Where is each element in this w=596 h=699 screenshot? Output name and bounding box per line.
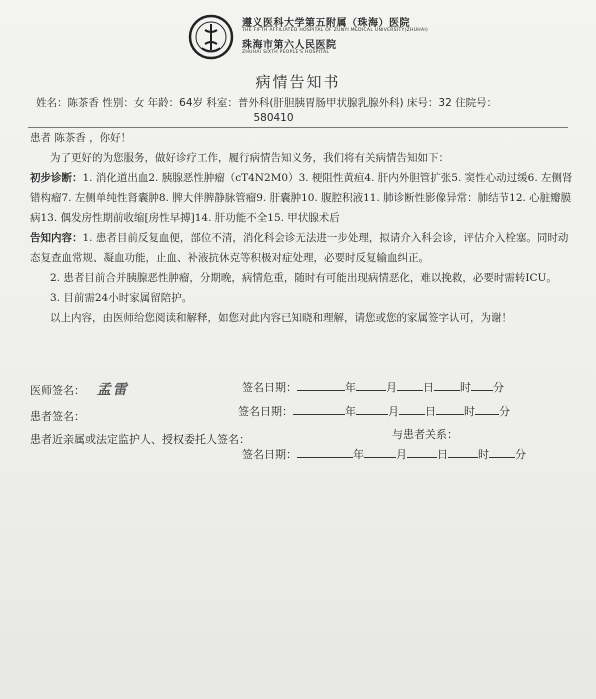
date-row-relative: 签名日期： 年 月 日 时 分: [242, 448, 526, 461]
date-row-doctor: 签名日期： 年 月 日 时 分: [242, 381, 504, 394]
date-row-patient: 签名日期： 年 月 日 时 分: [238, 405, 510, 418]
doctor-signature: 孟雷: [96, 382, 132, 398]
date-label: 签名日期：: [238, 405, 293, 418]
hospital-name2-cn: 珠海市第六人民医院: [242, 40, 337, 51]
date-label: 签名日期：: [242, 381, 297, 394]
patient-signature-label: 患者签名：: [30, 410, 85, 423]
greeting: 患者 陈茶香 ，你好！: [30, 132, 132, 144]
closing-paragraph: 以上内容，由医师给您阅读和解释，如您对此内容已知晓和理解，请您或您的家属签字认可，为谢！: [50, 312, 512, 324]
doctor-signature-label: 医师签名：: [30, 384, 85, 397]
letter-body: [30, 128, 575, 328]
relation-label: 与患者关系：: [392, 428, 458, 441]
notice-paragraph: [30, 228, 575, 268]
hospital-name-en: THE FIFTH AFFILIATED HOSPITAL OF ZUNYI MEDICAL UNIVERSITY(ZHUHAI): [242, 28, 429, 33]
patient-info: [36, 96, 561, 126]
notice-item-1: 1. 患者目前反复血便，部位不清，消化科会诊无法进一步处理，拟请介入科会诊，评估介入栓塞。同时动态复查血常规、凝血功能，止血、补液抗休克等积极对症处理，必要时反复输血纠正。: [30, 232, 569, 264]
relative-signature-label: 患者近亲属或法定监护人、授权委托人签名：: [30, 433, 250, 446]
hospital-name-cn: 遵义医科大学第五附属（珠海）医院: [242, 18, 410, 29]
admission-number: 580410: [253, 112, 294, 124]
diagnosis-text: 1. 消化道出血2. 胰腺恶性肿瘤（cT4N2M0）3. 梗阻性黄疸4. 肝内外胆管扩张5. 窦性心动过缓6. 左侧肾错构瘤7. 左侧单纯性肾囊肿8. 脾大伴脾静脉管瘤9. 肝囊肿10. 腹腔积液11. 肺诊断性影像异常：肺结节12. 心脏瓣膜病13. 偶发房性期前收缩[房性早搏]14. 肝功能不全15. 甲状腺术后: [30, 172, 573, 224]
intro-paragraph: 为了更好的为您服务，做好诊疗工作，履行病情告知义务，我们将有关病情告知如下：: [50, 152, 449, 164]
notice-label: 告知内容：: [30, 232, 83, 244]
notice-item-3: 3. 目前需24小时家属留陪护。: [50, 292, 193, 304]
hospital-logo-icon: [188, 14, 234, 60]
hospital-name2-en: ZHUHAI SIXTH PEOPLE'S HOSPITAL: [242, 50, 330, 55]
patient-info-line: 姓名：陈茶香 性别：女 年龄：64岁 科室：普外科(肝胆胰胃肠甲状腺乳腺外科) 床号：32 住院号：: [36, 97, 498, 109]
diagnosis-label: 初步诊断：: [30, 172, 83, 184]
notice-item-2: 2. 患者目前合并胰腺恶性肿瘤，分期晚，病情危重，随时有可能出现病情恶化，难以挽救，必要时需转ICU。: [50, 272, 557, 284]
page-title: 病情告知书: [255, 73, 341, 91]
hospital-header: [188, 12, 428, 62]
date-label: 签名日期：: [242, 448, 297, 461]
diagnosis-paragraph: [30, 168, 575, 228]
